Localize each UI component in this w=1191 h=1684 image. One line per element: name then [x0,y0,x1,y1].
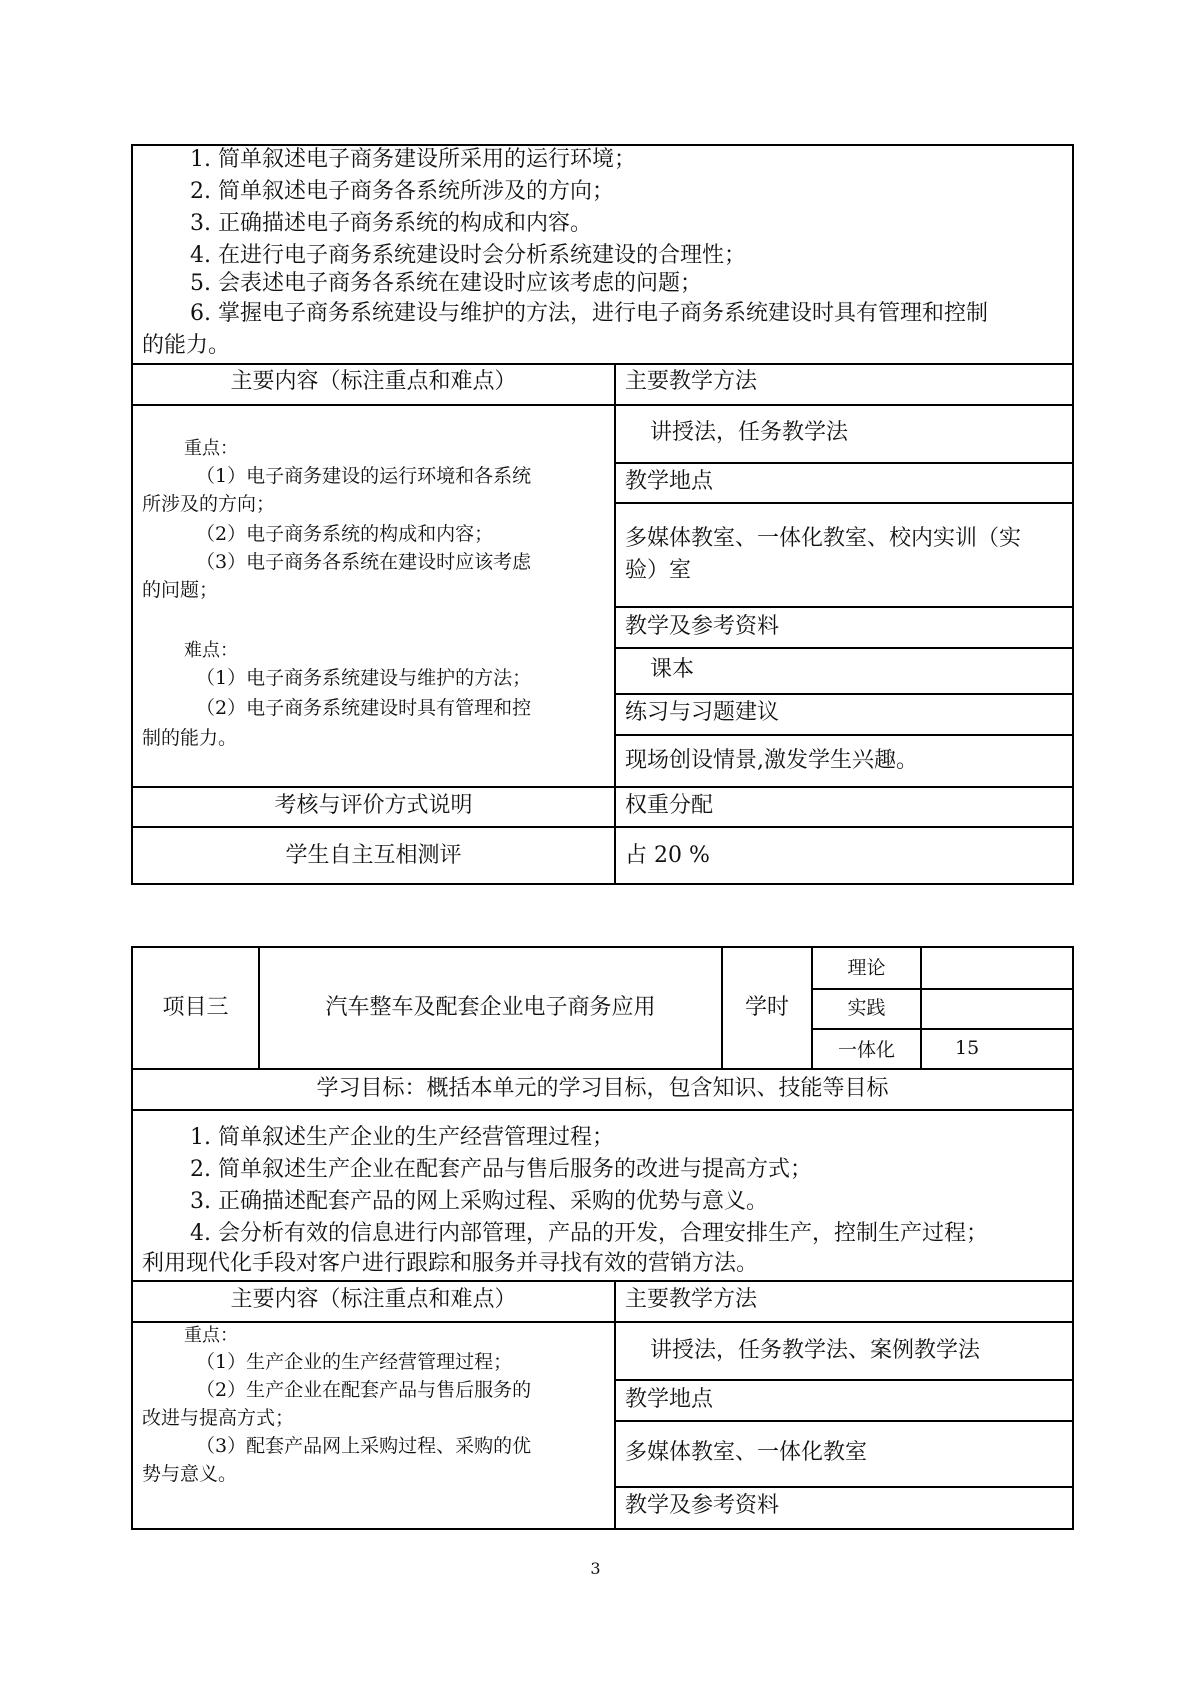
location-label: 教学地点 [625,1387,714,1412]
table-2-border-bottom [131,1528,1074,1530]
weight-header: 权重分配 [625,793,714,818]
assessment-value: 学生自主互相测评 [285,843,462,868]
difficult-points-label: 难点： [184,640,238,661]
content-header: 主要内容（标注重点和难点） [230,1287,517,1312]
objective-item: 利用现代化手段对客户进行跟踪和服务并寻找有效的营销方法。 [142,1251,759,1276]
objective-item: 2. 简单叙述电子商务各系统所涉及的方向； [190,179,614,204]
practice-label: 实践 [847,997,886,1019]
table-1-border-right [1072,144,1074,885]
key-point-line: （1）电子商务建设的运行环境和各系统 [196,465,532,487]
key-point-line: （1）生产企业的生产经营管理过程； [196,1351,513,1373]
objective-item: 5. 会表述电子商务各系统在建设时应该考虑的问题； [190,271,702,296]
key-point-line: （2）电子商务系统的构成和内容； [196,523,494,545]
location-value-line: 多媒体教室、一体化教室、校内实训（实 [625,526,1022,551]
table-2-hours-row-divider [811,1028,1074,1030]
page-number: 3 [590,1559,601,1578]
objective-item: 3. 正确描述配套产品的网上采购过程、采购的优势与意义。 [190,1189,768,1214]
integrated-value: 15 [955,1037,980,1059]
key-points-label: 重点： [184,438,238,459]
table-2-border-left [131,946,133,1530]
table-1-divider [131,363,1074,365]
table-1-right-divider [614,606,1074,608]
table-2-divider [131,1068,1074,1070]
table-2-divider [131,1109,1074,1111]
location-label: 教学地点 [625,469,714,494]
materials-value: 课本 [650,657,695,682]
table-1-divider [131,786,1074,788]
key-points-label: 重点： [184,1325,238,1346]
key-point-line: 势与意义。 [142,1463,238,1485]
project-title: 汽车整车及配套企业电子商务应用 [325,995,656,1020]
method-header: 主要教学方法 [625,369,758,394]
table-1-border-left [131,144,133,885]
table-1-right-divider [614,502,1074,504]
table-1-column-divider [614,363,616,885]
content-header: 主要内容（标注重点和难点） [230,369,517,394]
integrated-label: 一体化 [837,1039,895,1061]
table-1-right-divider [614,647,1074,649]
table-2-border-top [131,946,1074,948]
objective-item: 6. 掌握电子商务系统建设与维护的方法，进行电子商务系统建设时具有管理和控制 [190,301,988,326]
materials-label: 教学及参考资料 [625,614,780,639]
key-point-line: 所涉及的方向； [142,493,276,515]
table-2-hours-row-divider [811,988,1074,990]
objective-item: 1. 简单叙述电子商务建设所采用的运行环境； [190,147,636,172]
table-2-right-divider [614,1379,1074,1381]
objective-item: 3. 正确描述电子商务系统的构成和内容。 [190,211,592,236]
table-1-right-divider [614,734,1074,736]
difficult-point-line: （2）电子商务系统建设时具有管理和控 [196,697,532,719]
table-2-header-column-divider [920,946,922,1070]
key-point-line: 的问题； [142,579,219,601]
method-header: 主要教学方法 [625,1287,758,1312]
assessment-header: 考核与评价方式说明 [274,793,473,818]
table-2-border-right [1072,946,1074,1530]
hours-label: 学时 [744,995,789,1020]
key-point-line: 改进与提高方式； [142,1407,295,1429]
goal-header: 学习目标：概括本单元的学习目标，包含知识、技能等目标 [316,1076,889,1101]
theory-label: 理论 [847,957,886,979]
exercise-label: 练习与习题建议 [625,700,780,725]
objective-item: 4. 在进行电子商务系统建设时会分析系统建设的合理性； [190,243,746,268]
difficult-point-line: 制的能力。 [142,727,238,749]
teaching-method-value: 讲授法，任务教学法 [650,420,849,445]
key-point-line: （3）配套产品网上采购过程、采购的优 [196,1435,532,1457]
objective-item: 的能力。 [142,333,231,358]
table-2-right-divider [614,1420,1074,1422]
location-value: 多媒体教室、一体化教室 [625,1440,868,1465]
table-1-divider [131,404,1074,406]
table-2-column-divider [614,1280,616,1530]
exercise-value: 现场创设情景,激发学生兴趣。 [625,748,918,773]
project-label: 项目三 [162,995,229,1020]
teaching-method-value: 讲授法，任务教学法、案例教学法 [650,1338,981,1363]
materials-label: 教学及参考资料 [625,1493,780,1518]
key-point-line: （2）生产企业在配套产品与售后服务的 [196,1379,532,1401]
table-2-right-divider [614,1486,1074,1488]
table-1-border-bottom [131,883,1074,885]
table-1-right-divider [614,693,1074,695]
weight-value: 占 20 % [625,843,710,868]
location-value-line: 验）室 [625,558,692,583]
objective-item: 1. 简单叙述生产企业的生产经营管理过程； [190,1125,614,1150]
objective-item: 2. 简单叙述生产企业在配套产品与售后服务的改进与提高方式； [190,1157,812,1182]
table-2-divider [131,1280,1074,1282]
table-1-right-divider [614,462,1074,464]
objective-item: 4. 会分析有效的信息进行内部管理，产品的开发，合理安排生产，控制生产过程； [190,1221,988,1246]
table-1-divider [131,826,1074,828]
table-2-divider [131,1321,1074,1323]
difficult-point-line: （1）电子商务系统建设与维护的方法； [196,667,532,689]
key-point-line: （3）电子商务各系统在建设时应该考虑 [196,551,532,573]
